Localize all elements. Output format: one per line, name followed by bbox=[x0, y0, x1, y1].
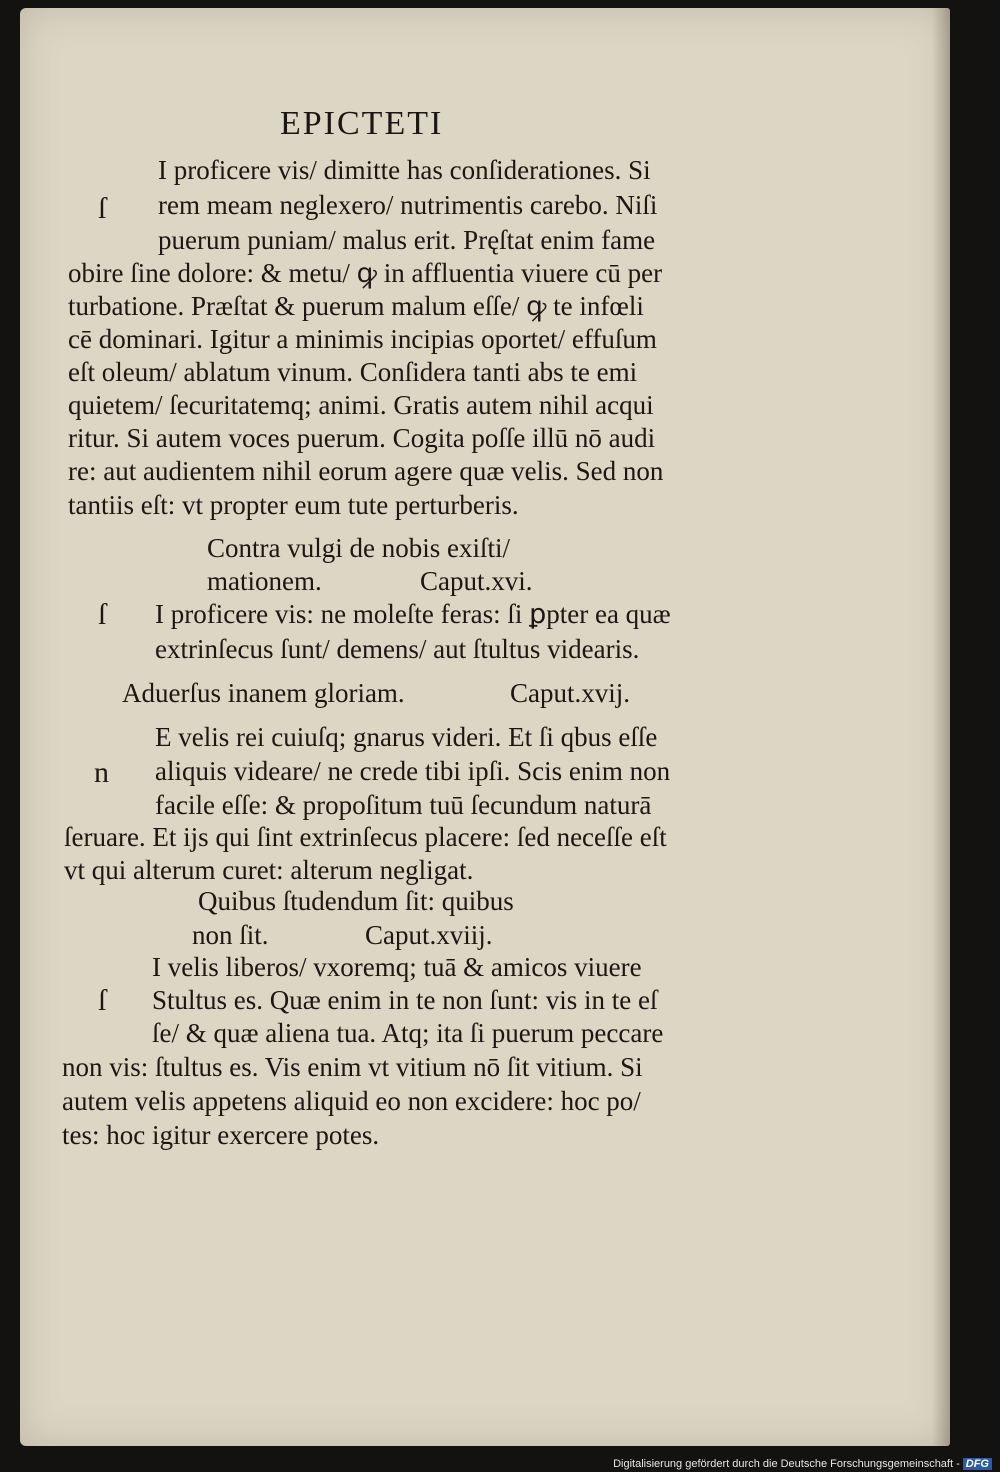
text-line: I proficere vis: ne moleſte feras: ſi ꝑpter ea quæ bbox=[155, 599, 671, 629]
text-line: cē dominari. Igitur a minimis incipias oportet/ effuſum bbox=[68, 324, 657, 354]
text-line: ritur. Si autem voces puerum. Cogita poſſe illū nō audi bbox=[68, 423, 656, 453]
text-line: non vis: ſtultus es. Vis enim vt vitium nō ſit vitium. Si bbox=[62, 1052, 643, 1082]
text-line: facile eſſe: & propoſitum tuū ſecundum naturā bbox=[155, 790, 652, 820]
text-line: tes: hoc igitur exercere potes. bbox=[62, 1120, 380, 1150]
text-line: autem velis appetens aliquid eo non excidere: hoc po/ bbox=[62, 1086, 641, 1116]
running-head: EPICTETI bbox=[280, 105, 444, 142]
text-line: aliquis videare/ ne crede tibi ipſi. Scis enim non bbox=[155, 756, 671, 786]
text-line: vt qui alterum curet: alterum negligat. bbox=[64, 855, 474, 885]
dfg-logo: DFG bbox=[963, 1458, 992, 1470]
chapter-number: Caput.xvij. bbox=[510, 678, 630, 708]
text-line: rem meam neglexero/ nutrimentis carebo. Niſi bbox=[158, 190, 658, 220]
chapter-heading: non ſit. bbox=[192, 920, 269, 950]
guide-letter: ſ bbox=[98, 984, 107, 1017]
text-line: I velis liberos/ vxoremq; tuā & amicos viuere bbox=[152, 952, 642, 982]
credit-text: Digitalisierung gefördert durch die Deutsche Forschungsgemeinschaft - bbox=[613, 1458, 960, 1470]
text-line: ſeruare. Et ijs qui ſint extrinſecus placere: ſed neceſſe eſt bbox=[64, 822, 667, 852]
chapter-heading: Contra vulgi de nobis exiſti/ bbox=[207, 533, 510, 563]
text-line: E velis rei cuiuſq; gnarus videri. Et ſi qbus eſſe bbox=[155, 722, 658, 752]
chapter-heading: Aduerſus inanem gloriam. bbox=[122, 678, 405, 708]
text-line: ſe/ & quæ aliena tua. Atq; ita ſi puerum peccare bbox=[152, 1018, 664, 1048]
guide-letter: ſ bbox=[98, 192, 107, 225]
guide-letter: n bbox=[94, 756, 109, 789]
text-line: eſt oleum/ ablatum vinum. Conſidera tanti abs te emi bbox=[68, 357, 638, 387]
chapter-heading: mationem. bbox=[207, 566, 322, 596]
text-line: tantiis eſt: vt propter eum tute perturberis. bbox=[68, 490, 519, 520]
guide-letter: ſ bbox=[98, 598, 107, 631]
text-line: re: aut audientem nihil eorum agere quæ velis. Sed non bbox=[68, 456, 664, 486]
chapter-number: Caput.xviij. bbox=[365, 920, 493, 950]
text-line: obire ſine dolore: & metu/ ꝙ in affluentia viuere cū per bbox=[68, 258, 663, 288]
text-line: extrinſecus ſunt/ demens/ aut ſtultus videaris. bbox=[155, 634, 640, 664]
text-line: I proficere vis/ dimitte has conſiderationes. Si bbox=[158, 155, 651, 185]
text-line: quietem/ ſecuritatemq; animi. Gratis autem nihil acqui bbox=[68, 390, 654, 420]
text-line: turbatione. Præſtat & puerum malum eſſe/ ꝙ te infœli bbox=[68, 291, 644, 321]
page-edge bbox=[932, 8, 950, 1446]
text-line: Stultus es. Quæ enim in te non ſunt: vis in te eſ bbox=[152, 985, 658, 1015]
chapter-heading: Quibus ſtudendum ſit: quibus bbox=[198, 886, 514, 916]
text-line: puerum puniam/ malus erit. Pręſtat enim fame bbox=[158, 225, 656, 255]
digitization-credit bbox=[613, 1458, 992, 1470]
chapter-number: Caput.xvi. bbox=[420, 566, 533, 596]
